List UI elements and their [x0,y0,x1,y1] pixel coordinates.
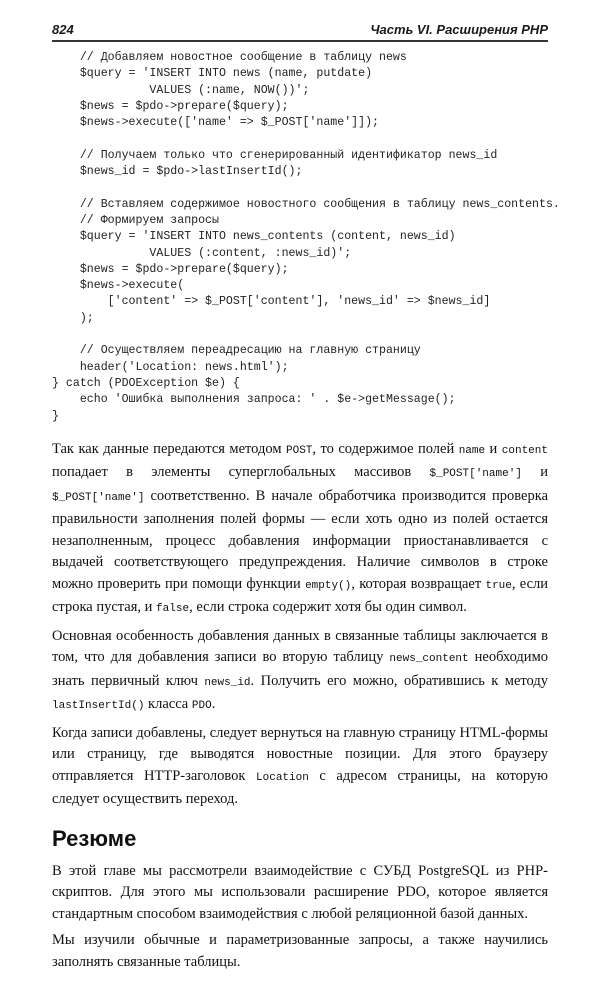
code-line: ['content' => $_POST['content'], 'news_id' => $news_id] [52,295,491,309]
code-listing [52,50,560,425]
body-text [52,439,548,811]
inline-code: lastInsertId() [52,700,145,713]
code-line: ); [52,311,94,325]
text-run: необходимо знать первичный ключ [52,649,548,689]
inline-code: name [458,444,486,457]
inline-code: $_POST['name'] [52,491,145,504]
code-line: $news->execute( [52,279,185,293]
text-run: , которая возвращает [351,575,486,592]
page-number: 824 [52,22,74,37]
text-run: , если строка содержит хотя бы один символ. [189,599,467,616]
code-line: } [52,409,59,423]
code-line: // Вставляем содержимое новостного сообщения в таблицу news_contents. [52,197,560,211]
inline-code: empty() [305,579,352,592]
code-line: } catch (PDOException $e) { [52,376,240,390]
code-line: header('Location: news.html'); [52,360,289,374]
paragraph [52,930,548,973]
text-run: . [211,696,216,713]
inline-code: news_id [204,676,251,689]
text-run: , если строка пустая, и [52,575,549,616]
section-heading: Резюме [52,825,137,851]
code-line: // Формируем запросы [52,213,219,227]
inline-code: content [501,444,548,457]
text-run: с адресом страницы, на которую следует осуществить переход. [52,767,548,808]
text-run: Мы изучили обычные и параметризованные запросы, а также научились заполнять связанные таблицы. [52,932,548,970]
inline-code: news_content [389,653,469,666]
part-title: Часть VI. Расширения PHP [370,22,548,37]
code-line: $news->execute(['name' => $_POST['name']]); [52,116,379,130]
text-run: попадает в элементы суперглобальных массивов [52,464,430,481]
code-line: // Осуществляем переадресацию на главную страницу [52,344,421,358]
text-run: Основная особенность добавления данных в связанные таблицы заключается в том, что для добавления записи во вторую таблицу [52,627,548,666]
code-line: VALUES (:name, NOW())'; [52,83,310,97]
text-run: . Получить его можно, обратившись к методу [250,672,548,689]
text-run: класса [144,696,192,713]
code-line: VALUES (:content, :news_id)'; [52,246,352,260]
text-run: Когда записи добавлены, следует вернуться на главную страницу HTML-формы или страницу, где выводятся новостные позиции. Для этого браузеру отправляется HTTP-заголовок [52,724,548,784]
code-line: echo 'Ошибка выполнения запроса: ' . $e->getMessage(); [52,393,456,407]
text-run: соответственно. В начале обработчика производится проверка правильности заполнения полей формы — если хоть одно из полей остается незаполненным, процесс добавления информации приостанавливается с выдачей соответствующего предупреждения. Наличие символов в строке можно проверить при помощи функции [52,487,548,592]
inline-code: true [485,579,512,592]
paragraph [52,439,548,621]
code-line: $query = 'INSERT INTO news_contents (content, news_id) [52,230,456,244]
text-run: В этой главе мы рассмотрели взаимодействие с СУБД PostgreSQL из PHP-скриптов. Для этого мы использовали расширение PDO, которое является стандартным способом взаимодействия с любой реляционной базой данных. [52,862,548,922]
paragraph [52,723,548,811]
inline-code: $_POST['name'] [429,468,522,481]
text-run: , то содержимое полей [312,440,459,457]
inline-code: false [156,603,190,616]
code-line: $news_id = $pdo->lastInsertId(); [52,165,303,179]
inline-code: Location [256,771,309,784]
text-run: и [521,464,549,481]
code-line: $query = 'INSERT INTO news (name, putdate) [52,67,373,81]
inline-code: PDO [191,700,212,713]
code-line: // Добавляем новостное сообщение в таблицу news [52,51,407,64]
paragraph [52,626,548,718]
code-line: // Получаем только что сгенерированный идентификатор news_id [52,148,498,162]
text-run: и [485,440,502,457]
inline-code: POST [286,444,313,457]
running-header [52,18,548,42]
paragraph [52,861,548,926]
code-line: $news = $pdo->prepare($query); [52,99,289,113]
code-line: $news = $pdo->prepare($query); [52,262,289,276]
text-run: Так как данные передаются методом [52,440,286,457]
summary-text [52,861,548,974]
